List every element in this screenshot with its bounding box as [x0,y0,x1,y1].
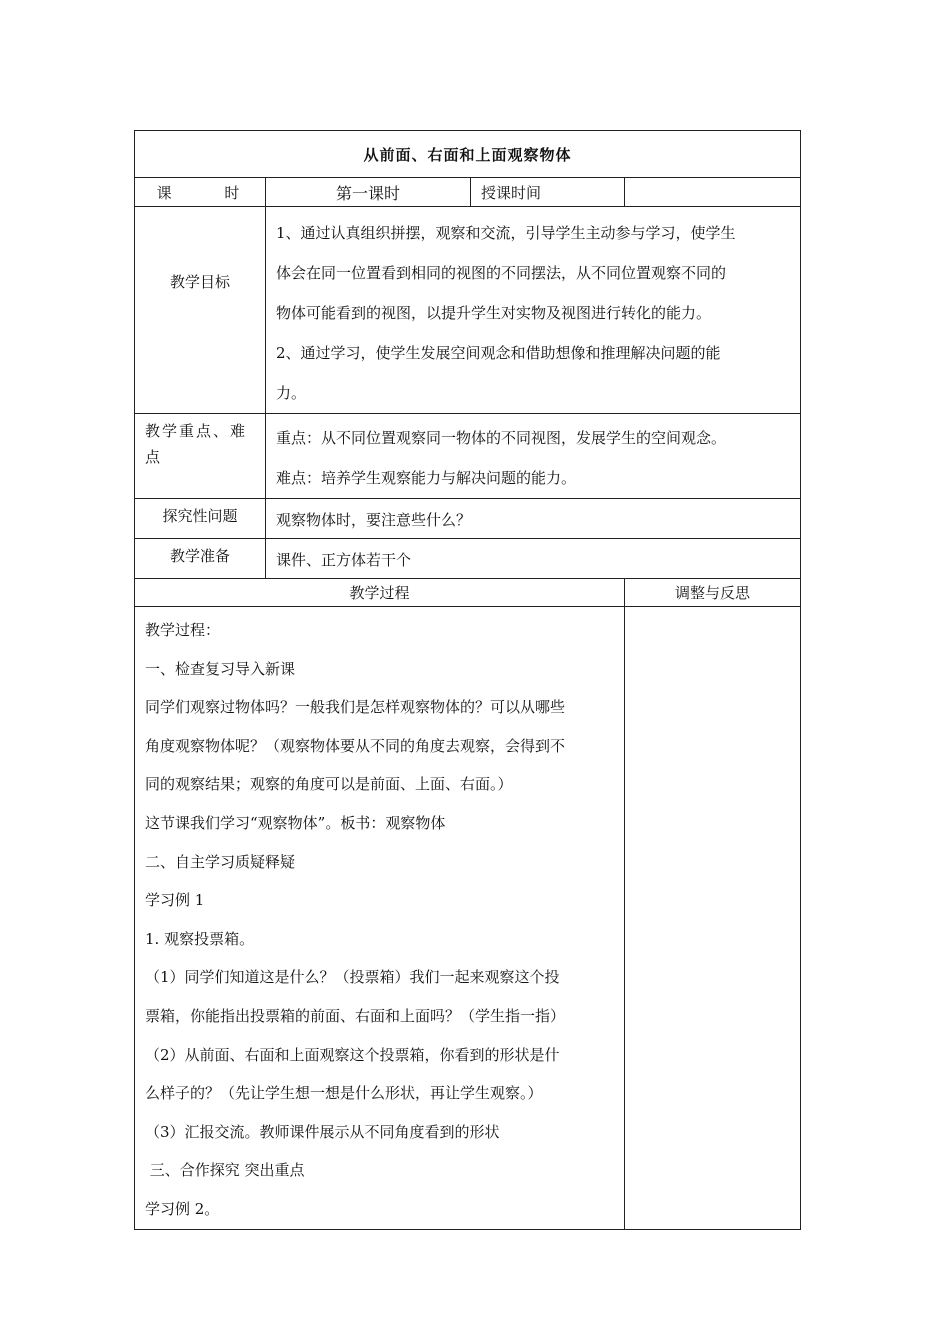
lesson-value: 第一课时 [266,178,471,207]
title-row [135,131,801,178]
process-body-row [135,607,801,1230]
process-line: 一、检查复习导入新课 [145,659,296,678]
objective-line: 体会在同一位置看到相同的视图的不同摆法，从不同位置观察不同的 [276,264,727,282]
key-points-content [266,414,801,499]
process-line: 1. 观察投票箱。 [145,929,255,948]
key-points-row [135,414,801,499]
process-line: 同的观察结果；观察的角度可以是前面、上面、右面。） [145,775,513,794]
process-header-row [135,579,801,607]
process-line: （3）汇报交流。教师课件展示从不同角度看到的形状 [145,1122,500,1141]
reflection-content [625,607,801,1230]
process-line: 三、合作探究 突出重点 [145,1161,305,1180]
key-points-label-line2: 点 [145,448,161,466]
process-header: 教学过程 [135,579,625,607]
preparation-label: 教学准备 [135,539,266,579]
process-content [135,607,625,1230]
preparation-row [135,539,801,579]
process-line: 同学们观察过物体吗？一般我们是怎样观察物体的？可以从哪些 [145,698,566,717]
process-line: 学习例 2。 [145,1199,220,1218]
process-line: 教学过程： [145,621,221,639]
key-points-label [135,414,266,499]
objective-line: 物体可能看到的视图，以提升学生对实物及视图进行转化的能力。 [276,304,712,322]
teaching-time-label: 授课时间 [471,178,625,207]
preparation-content: 课件、正方体若干个 [266,539,801,579]
reflection-header: 调整与反思 [625,579,801,607]
process-line: 角度观察物体呢？（观察物体要从不同的角度去观察，会得到不 [145,736,566,755]
process-line: 票箱，你能指出投票箱的前面、右面和上面吗？（学生指一指） [145,1006,566,1025]
process-line: （1）同学们知道这是什么？（投票箱）我们一起来观察这个投 [145,968,560,987]
process-line: 这节课我们学习“观察物体”。板书：观察物体 [145,813,446,832]
objective-line: 力。 [276,384,307,402]
lesson-plan-table [134,130,801,1230]
objectives-label: 教学目标 [135,207,266,414]
process-line: （2）从前面、右面和上面观察这个投票箱，你看到的形状是什 [145,1045,560,1064]
process-line: 二、自主学习质疑释疑 [145,852,296,871]
process-line: 么样子的？（先让学生想一想是什么形状，再让学生观察。） [145,1084,543,1103]
key-point-line: 难点：培养学生观察能力与解决问题的能力。 [276,469,577,487]
lesson-label: 课 时 [135,178,266,207]
teaching-time-value [625,178,801,207]
page-title: 从前面、右面和上面观察物体 [135,131,801,178]
lesson-row [135,178,801,207]
inquiry-row [135,499,801,539]
process-line: 学习例 1 [145,891,205,910]
objectives-content [266,207,801,414]
objectives-row [135,207,801,414]
objective-line: 1、通过认真组织拼摆，观察和交流，引导学生主动参与学习，使学生 [276,224,736,242]
inquiry-content: 观察物体时，要注意些什么？ [266,499,801,539]
inquiry-label: 探究性问题 [135,499,266,539]
key-point-line: 重点：从不同位置观察同一物体的不同视图，发展学生的空间观念。 [276,429,727,447]
objective-line: 2、通过学习，使学生发展空间观念和借助想像和推理解决问题的能 [276,344,721,362]
key-points-label-line1: 教学重点、难 [145,422,248,440]
